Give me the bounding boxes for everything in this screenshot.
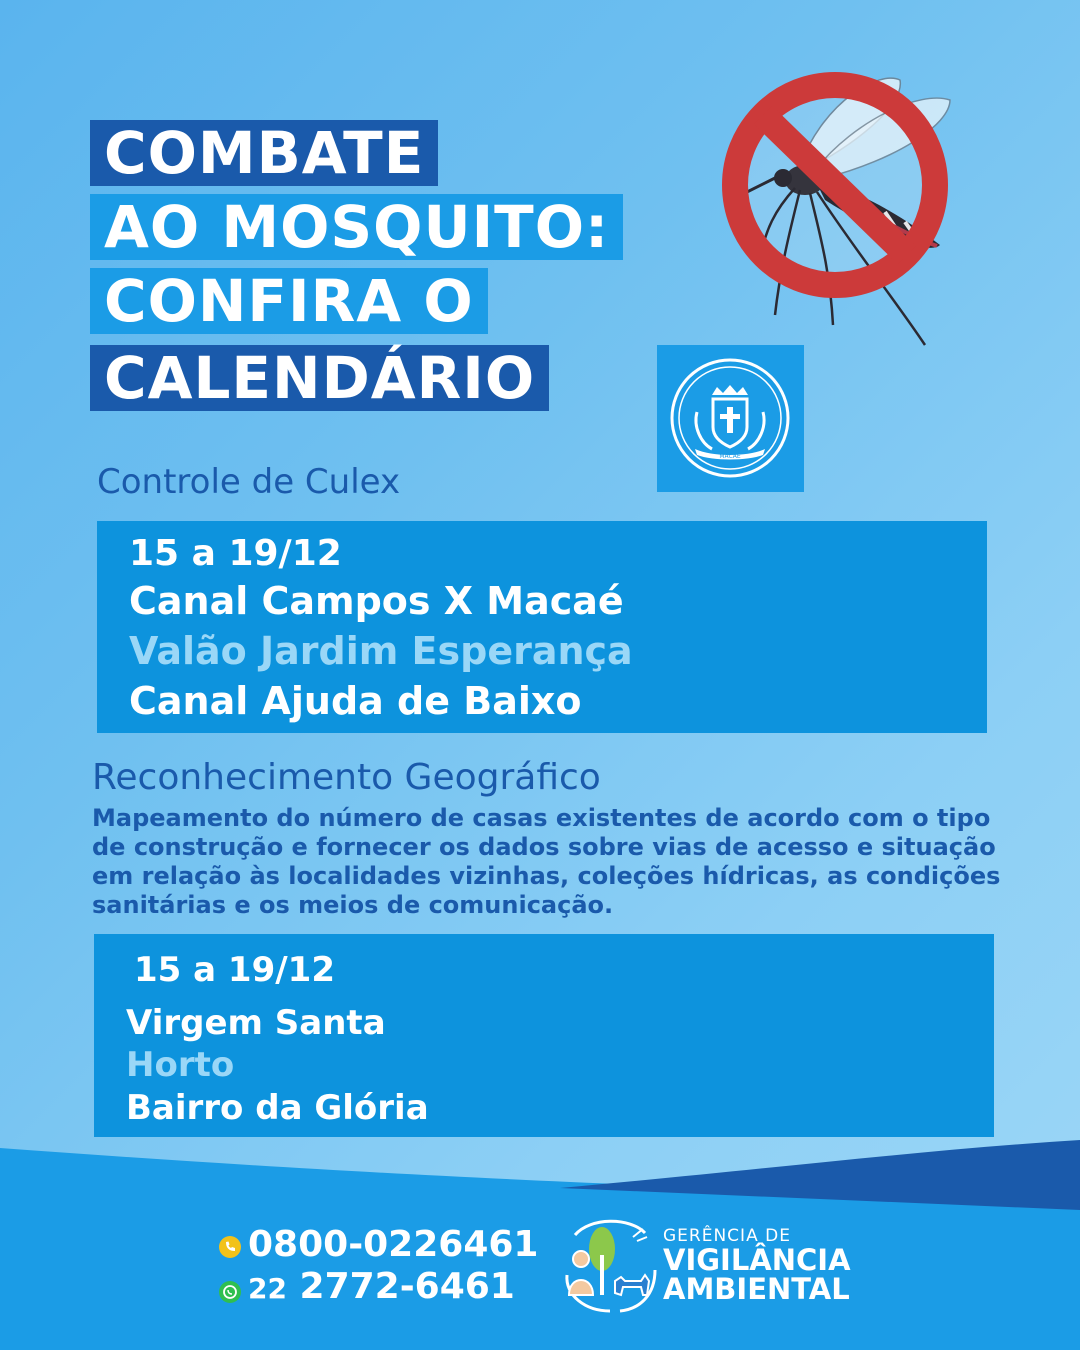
brand-line-1: GERÊNCIA DE — [663, 1226, 791, 1246]
culex-location-3: Canal Ajuda de Baixo — [129, 679, 582, 723]
culex-location-1: Canal Campos X Macaé — [129, 579, 624, 623]
geo-schedule-panel — [94, 934, 994, 1137]
geo-description: Mapeamento do número de casas existentes de acordo com o tipo de construção e fornecer os dados sobre vias de acesso e situação em relação às localidades vizinhas, coleções hídricas, as condições sanitárias e os meios de comunicação. — [92, 804, 1001, 919]
culex-schedule-panel — [97, 521, 987, 733]
culex-heading: Controle de Culex — [97, 462, 401, 502]
mosquito-prohibited-icon — [705, 60, 975, 350]
city-crest-box — [657, 345, 804, 492]
headline-line-4: CALENDÁRIO — [90, 345, 549, 411]
headline-line-3: CONFIRA O — [90, 268, 488, 334]
headline-line-2: AO MOSQUITO: — [90, 194, 623, 260]
brand-line-2: VIGILÂNCIA — [663, 1243, 851, 1277]
whatsapp-number: 2772-6461 — [299, 1266, 515, 1307]
tollfree-phone: 0800-0226461 — [248, 1224, 539, 1265]
geo-location-3: Bairro da Glória — [126, 1088, 429, 1128]
whatsapp-phone — [248, 1266, 515, 1307]
culex-location-2: Valão Jardim Esperança — [129, 629, 633, 673]
whatsapp-icon — [219, 1281, 241, 1303]
phone-icon — [219, 1236, 241, 1258]
geo-heading: Reconhecimento Geográfico — [92, 757, 601, 798]
headline-line-1: COMBATE — [90, 120, 438, 186]
crest-city-label: MACAÉ — [719, 453, 741, 460]
geo-location-2: Horto — [126, 1045, 235, 1085]
geo-location-1: Virgem Santa — [126, 1003, 386, 1043]
whatsapp-area-code: 22 — [248, 1272, 287, 1305]
brand-line-3: AMBIENTAL — [663, 1272, 850, 1306]
city-crest-icon — [667, 357, 793, 479]
vigilancia-logo-icon — [555, 1215, 665, 1315]
footer-wave-band — [0, 1140, 1080, 1350]
culex-date: 15 a 19/12 — [129, 533, 342, 574]
geo-date: 15 a 19/12 — [134, 950, 335, 990]
